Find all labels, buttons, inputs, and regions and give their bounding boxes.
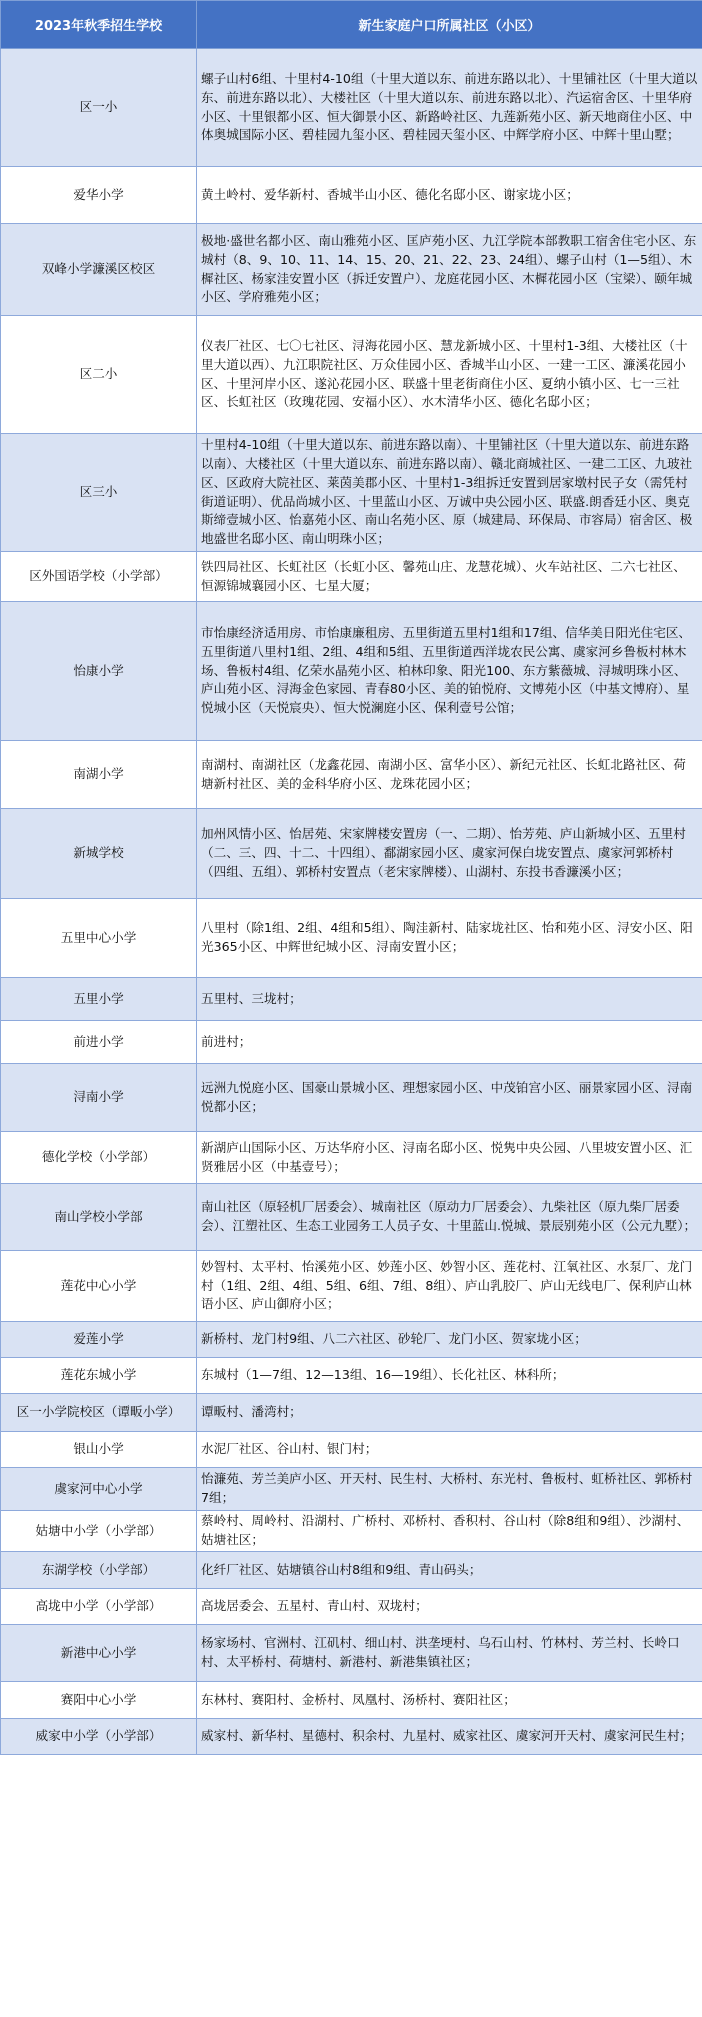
school-name-cell: 姑塘中小学（小学部） (1, 1511, 197, 1552)
table-row (1, 1322, 702, 1358)
table-row (1, 1432, 702, 1468)
area-list-cell: 蔡岭村、周岭村、沿湖村、广桥村、邓桥村、香积村、谷山村（除8组和9组）、沙湖村、姑塘社区； (197, 1511, 702, 1552)
school-name-cell: 南山学校小学部 (1, 1184, 197, 1251)
table-row (1, 899, 702, 978)
table-row (1, 434, 702, 552)
area-list-cell: 新湖庐山国际小区、万达华府小区、浔南名邸小区、悦隽中央公园、八里坡安置小区、汇贤雅居小区（中基壹号）； (197, 1132, 702, 1184)
school-name-cell: 五里小学 (1, 978, 197, 1021)
school-name-cell: 怡康小学 (1, 602, 197, 741)
table-row (1, 1358, 702, 1394)
area-list-cell: 铁四局社区、长虹社区（长虹小区、馨苑山庄、龙慧花城）、火车站社区、二六七社区、恒源锦城襄园小区、七星大厦； (197, 552, 702, 602)
school-name-cell: 虞家河中心小学 (1, 1468, 197, 1511)
table-row (1, 978, 702, 1021)
area-list-cell: 水泥厂社区、谷山村、银门村； (197, 1432, 702, 1468)
school-name-cell: 东湖学校（小学部） (1, 1552, 197, 1589)
school-name-cell: 浔南小学 (1, 1064, 197, 1132)
area-list-cell: 螺子山村6组、十里村4-10组（十里大道以东、前进东路以北）、十里铺社区（十里大道以东、前进东路以北）、大楼社区（十里大道以东、前进东路以北）、汽运宿舍区、十里华府小区、十里银都小区、恒大御景小区、新路岭社区、九莲新苑小区、新天地商住小区、中体奥城国际小区、碧桂园九玺小区、碧桂园天玺小区、中辉学府小区、中辉十里山墅； (197, 49, 702, 167)
school-name-cell: 银山小学 (1, 1432, 197, 1468)
area-list-cell: 仪表厂社区、七〇七社区、浔海花园小区、慧龙新城小区、十里村1-3组、大楼社区（十里大道以西）、九江职院社区、万众佳园小区、香城半山小区、一建一工区、濂溪花园小区、十里河岸小区、遂沁花园小区、联盛十里老街商住小区、夏纳小镇小区、七一三社区、长虹社区（玫瑰花园、安福小区）、水木清华小区、德化名邸小区； (197, 316, 702, 434)
table-row (1, 552, 702, 602)
table-row (1, 1132, 702, 1184)
table-row (1, 49, 702, 167)
school-name-cell: 高垅中小学（小学部） (1, 1589, 197, 1625)
area-list-cell: 东城村（1—7组、12—13组、16—19组）、长化社区、林科所； (197, 1358, 702, 1394)
area-list-cell: 谭畈村、潘湾村； (197, 1394, 702, 1432)
school-name-cell: 区三小 (1, 434, 197, 552)
table-row (1, 1021, 702, 1064)
table-row (1, 1682, 702, 1719)
area-list-cell: 南湖村、南湖社区（龙鑫花园、南湖小区、富华小区）、新纪元社区、长虹北路社区、荷塘新村社区、美的金科华府小区、龙珠花园小区； (197, 741, 702, 809)
table-row (1, 224, 702, 316)
table-row (1, 809, 702, 899)
area-list-cell: 前进村； (197, 1021, 702, 1064)
school-name-cell: 赛阳中心小学 (1, 1682, 197, 1719)
school-name-cell: 德化学校（小学部） (1, 1132, 197, 1184)
school-name-cell: 前进小学 (1, 1021, 197, 1064)
area-column-header: 新生家庭户口所属社区（小区） (197, 1, 702, 49)
school-name-cell: 莲花中心小学 (1, 1251, 197, 1322)
table-row (1, 316, 702, 434)
school-name-cell: 爱莲小学 (1, 1322, 197, 1358)
table-row (1, 167, 702, 224)
school-name-cell: 莲花东城小学 (1, 1358, 197, 1394)
school-name-cell: 区二小 (1, 316, 197, 434)
school-column-header: 2023年秋季招生学校 (1, 1, 197, 49)
area-list-cell: 妙智村、太平村、怡溪苑小区、妙莲小区、妙智小区、莲花村、江氧社区、水泵厂、龙门村（1组、2组、4组、5组、6组、7组、8组）、庐山乳胶厂、庐山无线电厂、保利庐山林语小区、庐山御府小区； (197, 1251, 702, 1322)
table-row (1, 1719, 702, 1755)
school-name-cell: 威家中小学（小学部） (1, 1719, 197, 1755)
header-row (1, 1, 702, 49)
area-list-cell: 市怡康经济适用房、市怡康廉租房、五里街道五里村1组和17组、信华美日阳光住宅区、五里街道八里村1组、2组、4组和5组、五里街道西洋垅农民公寓、虞家河乡鲁板村林木场、鲁板村4组、亿荣水晶苑小区、柏林印象、阳光100、东方紫薇城、浔城明珠小区、庐山苑小区、浔海金色家园、青春80小区、美的铂悦府、文博苑小区（中基文博府）、星悦城小区（天悦宸央）、恒大悦澜庭小区、保利壹号公馆； (197, 602, 702, 741)
school-name-cell: 区外国语学校（小学部） (1, 552, 197, 602)
area-list-cell: 化纤厂社区、姑塘镇谷山村8组和9组、青山码头； (197, 1552, 702, 1589)
school-name-cell: 五里中心小学 (1, 899, 197, 978)
area-list-cell: 八里村（除1组、2组、4组和5组）、陶洼新村、陆家垅社区、怡和苑小区、浔安小区、阳光365小区、中辉世纪城小区、浔南安置小区； (197, 899, 702, 978)
school-name-cell: 区一小学院校区（谭畈小学） (1, 1394, 197, 1432)
school-name-cell: 区一小 (1, 49, 197, 167)
table-row (1, 741, 702, 809)
area-list-cell: 极地·盛世名都小区、南山雅苑小区、匡庐苑小区、九江学院本部教职工宿舍住宅小区、东城村（8、9、10、11、14、15、20、21、22、23、24组）、螺子山村（1—5组）、木樨社区、杨家洼安置小区（拆迁安置户）、龙庭花园小区、木樨花园小区（宝梁）、颐年城小区、学府雅苑小区； (197, 224, 702, 316)
table-row (1, 1184, 702, 1251)
school-name-cell: 新港中心小学 (1, 1625, 197, 1682)
table-body (1, 49, 702, 1755)
area-list-cell: 五里村、三垅村； (197, 978, 702, 1021)
school-name-cell: 南湖小学 (1, 741, 197, 809)
area-list-cell: 黄土岭村、爱华新村、香城半山小区、德化名邸小区、谢家垅小区； (197, 167, 702, 224)
area-list-cell: 南山社区（原轻机厂居委会）、城南社区（原动力厂居委会）、九柴社区（原九柴厂居委会）、江塑社区、生态工业园务工人员子女、十里蓝山.悦城、景辰别苑小区（公元九墅）； (197, 1184, 702, 1251)
school-name-cell: 爱华小学 (1, 167, 197, 224)
school-name-cell: 双峰小学濂溪区校区 (1, 224, 197, 316)
area-list-cell: 杨家场村、官洲村、江矶村、细山村、洪垄埂村、乌石山村、竹林村、芳兰村、长岭口村、太平桥村、荷塘村、新港村、新港集镇社区； (197, 1625, 702, 1682)
table-row (1, 1064, 702, 1132)
area-list-cell: 加州风情小区、怡居苑、宋家牌楼安置房（一、二期）、怡芳苑、庐山新城小区、五里村（二、三、四、十二、十四组）、鄱湖家园小区、虞家河保白垅安置点、虞家河郭桥村（四组、五组）、郭桥村安置点（老宋家牌楼）、山湖村、东投书香濂溪小区； (197, 809, 702, 899)
table-row (1, 1625, 702, 1682)
table-row (1, 1394, 702, 1432)
table-row (1, 1511, 702, 1552)
table-row (1, 602, 702, 741)
area-list-cell: 威家村、新华村、星德村、积余村、九星村、威家社区、虞家河开天村、虞家河民生村； (197, 1719, 702, 1755)
area-list-cell: 远洲九悦庭小区、国豪山景城小区、理想家园小区、中茂铂宫小区、丽景家园小区、浔南悦都小区； (197, 1064, 702, 1132)
table-row (1, 1552, 702, 1589)
table-row (1, 1251, 702, 1322)
table-row (1, 1589, 702, 1625)
area-list-cell: 怡濂苑、芳兰美庐小区、开天村、民生村、大桥村、东光村、鲁板村、虹桥社区、郭桥村7组； (197, 1468, 702, 1511)
area-list-cell: 高垅居委会、五星村、青山村、双垅村； (197, 1589, 702, 1625)
school-name-cell: 新城学校 (1, 809, 197, 899)
area-list-cell: 十里村4-10组（十里大道以东、前进东路以南）、十里铺社区（十里大道以东、前进东路以南）、大楼社区（十里大道以东、前进东路以南）、赣北商城社区、一建二工区、九玻社区、区政府大院社区、莱茵美郡小区、十里村1-3组拆迁安置到居家墩村民子女（需凭村街道证明）、优品尚城小区、十里蓝山小区、万诚中央公园小区、联盛.朗香廷小区、奥克斯缔壹城小区、怡嘉苑小区、南山名苑小区、原（城建局、环保局、市容局）宿舍区、极地盛世名邸小区、南山明珠小区； (197, 434, 702, 552)
area-list-cell: 东林村、赛阳村、金桥村、凤凰村、汤桥村、赛阳社区； (197, 1682, 702, 1719)
area-list-cell: 新桥村、龙门村9组、八二六社区、砂轮厂、龙门小区、贺家垅小区； (197, 1322, 702, 1358)
table-row (1, 1468, 702, 1511)
